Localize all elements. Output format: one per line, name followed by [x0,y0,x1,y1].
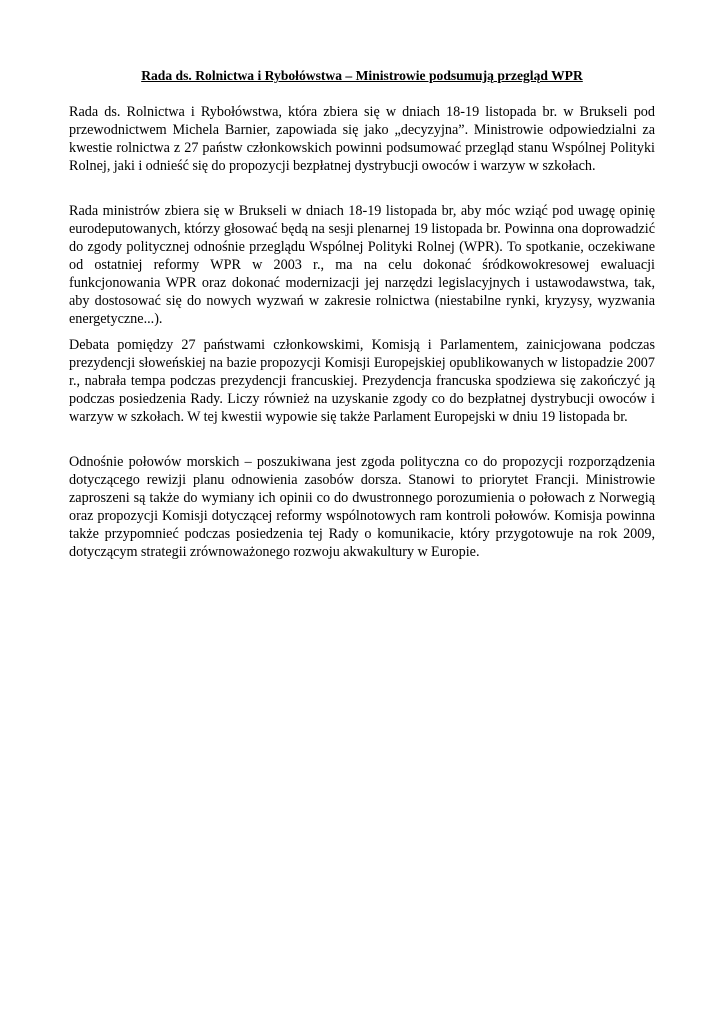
paragraph-1: Rada ds. Rolnictwa i Rybołówstwa, która zbiera się w dniach 18-19 listopada br. w Brukseli pod przewodnictwem Michela Barnier, zapowiada się jako „decyzyjna”. Ministrowie odpowiedzialni za kwestie rolnictwa z 27 państw członkowskich powinni podsumować przegląd stanu Wspólnej Polityki Rolnej, jaki i odnieść się do propozycji bezpłatnej dystrybucji owoców i warzyw w szkołach. [69,104,655,174]
paragraph-3: Debata pomiędzy 27 państwami członkowskimi, Komisją i Parlamentem, zainicjowana podczas prezydencji słoweńskiej na bazie propozycji Komisji Europejskiej opublikowanych w listopadzie 2007 r., nabrała tempa podczas prezydencji francuskiej. Prezydencja francuska spodziewa się zakończyć ją podczas posiedzenia Rady. Liczy również na uzyskanie zgody co do bezpłatnej dystrybucji owoców i warzyw w szkołach. W tej kwestii wypowie się także Parlament Europejski w dniu 19 listopada br. [69,337,655,425]
paragraph-4: Odnośnie połowów morskich – poszukiwana jest zgoda polityczna co do propozycji rozporządzenia dotyczącego rewizji planu odnowienia zasobów dorsza. Stanowi to priorytet Francji. Ministrowie zaproszeni są także do wymiany ich opinii co do dwustronnego porozumienia o połowach z Norwegią oraz propozycji Komisji dotyczącej reformy wspólnotowych ram kontroli połowów. Komisja powinna także przypomnieć podczas posiedzenia tej Rady o komunikacie, który przygotowuje na rok 2009, dotyczącym strategii zrównoważonego rozwoju akwakultury w Europie. [69,454,655,560]
paragraph-2: Rada ministrów zbiera się w Brukseli w dniach 18-19 listopada br, aby móc wziąć pod uwagę opinię eurodeputowanych, którzy głosować będą na sesji plenarnej 19 listopada br. Powinna ona doprowadzić do zgody politycznej odnośnie przeglądu Wspólnej Polityki Rolnej (WPR). To spotkanie, oczekiwane od ostatniej reformy WPR w 2003 r., ma na celu dokonać śródkowokresowej ewaluacji funkcjonowania WPR oraz dokonać modernizacji jej narzędzi legislacyjnych i ustawodawstwa, tak, aby dostosować się do nowych wyzwań w zakresie rolnictwa (niestabilne rynki, kryzysy, wyzwania energetyczne...). [69,203,655,327]
document-title: Rada ds. Rolnictwa i Rybołówstwa – Ministrowie podsumują przegląd WPR [141,68,583,83]
